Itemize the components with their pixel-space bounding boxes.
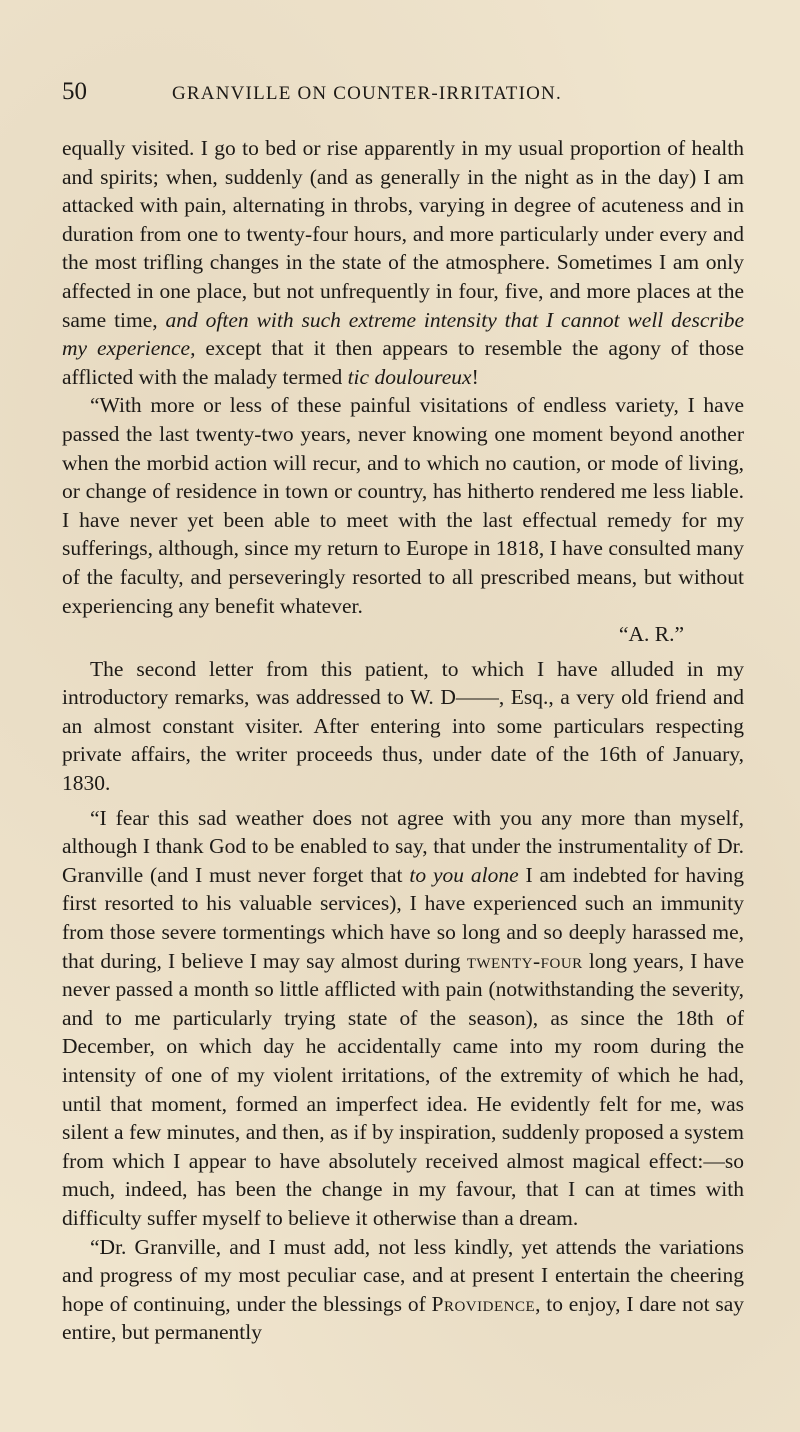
italic-term: tic douloureux (347, 364, 472, 389)
text-run: except that it then appears to resemble the agony of those afflicted with the malady termed (62, 336, 744, 389)
text-run: “Dr. Granville, and I must add, not less kindly, yet attends the variations and progress of my most peculiar case, and at present I entertain the cheering hope of continuing, under the blessings of (62, 1234, 744, 1316)
text-run: I am indebted for having first resorted to his valuable services), I have experienced such an immunity from those severe tormentings which have so long and so deeply harassed me, that during, I believe I may say almost during (62, 862, 744, 973)
page-number: 50 (62, 78, 87, 105)
paragraph-second-letter (62, 804, 744, 1233)
italic-run: to you alone (409, 862, 519, 887)
small-caps-run: twenty-four (466, 948, 583, 973)
body-text (62, 134, 744, 1347)
running-title: GRANVILLE ON COUNTER-IRRITATION. (172, 83, 562, 104)
paragraph-continuation (62, 1233, 744, 1347)
letter-signature: “A. R.” (618, 622, 684, 647)
paragraph-continued (62, 134, 744, 391)
paragraph-letter-close: “With more or less of these painful visitations of endless variety, I have passed the last twenty-two years, never knowing one moment beyond another when the morbid action will recur, and to which no caution, or mode of living, or change of residence in town or country, has hitherto rendered me less liable. I have never yet been able to meet with the last effectual remedy for my sufferings, although, since my return to Europe in 1818, I have consulted many of the faculty, and perseveringly resorted to all prescribed means, but without experiencing any benefit whatever. (62, 393, 744, 618)
text-run: , to enjoy, I dare not say entire, but permanently (62, 1291, 744, 1345)
text-run: “I fear this sad weather does not agree with you any more than myself, although I thank God to be enabled to say, that under the instrumentality of Dr. Granville (and I must never forget that (62, 805, 744, 887)
text-run: ! (471, 364, 479, 389)
small-caps-run: Providence (431, 1291, 536, 1316)
paragraph-second-letter-intro: The second letter from this patient, to which I have alluded in my introductory remarks, was addressed to W. D——, Esq., a very old friend and an almost constant visiter. After entering into some particulars respecting private affairs, the writer proceeds thus, under date of the 16th of January, 1830. (62, 656, 744, 796)
running-head (62, 78, 744, 118)
text-run: long years, I have never passed a month so little afflicted with pain (notwithstanding the severity, and to me particularly trying state of the season), as since the 18th of December, on which day he accidentally came into my room during the intensity of one of my violent irritations, of the extremity of which he had, until that moment, formed an imperfect idea. He evidently felt for me, was silent a few minutes, and then, as if by inspiration, suddenly proposed a system from which I appear to have absolutely received almost magical effect:—so much, indeed, has been the change in my favour, that I can at times with difficulty suffer myself to believe it otherwise than a dream. (62, 948, 744, 1230)
italic-run: and often with such extreme intensity that I cannot well describe my experience, (62, 307, 745, 361)
text-run: equally visited. I go to bed or rise apparently in my usual proportion of health and spirits; when, suddenly (and as generally in the night as in the day) I am attacked with pain, alternating in throbs, varying in degree of acuteness and in duration from one to twenty-four hours, and more particularly under every and the most trifling changes in the state of the atmosphere. Sometimes I am only affected in one place, but not unfrequently in four, five, and more places at the same time, (62, 136, 744, 332)
